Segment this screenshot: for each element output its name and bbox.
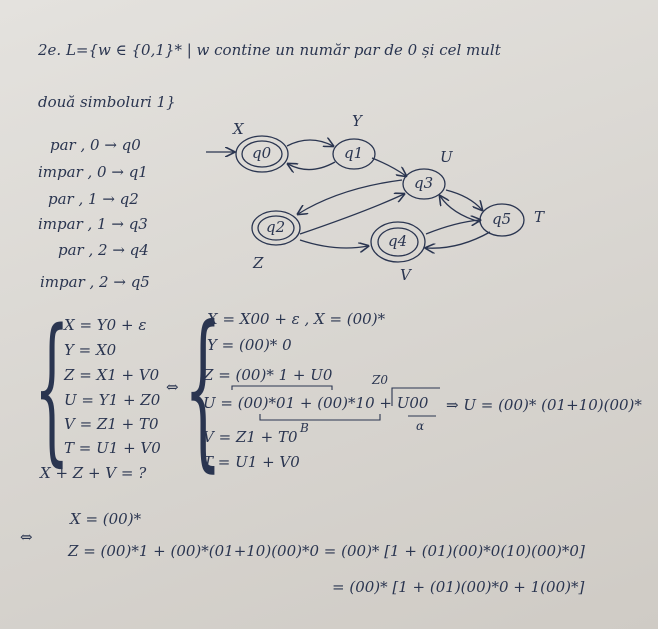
bottom-iff-arrow: ⇔ xyxy=(20,528,33,546)
right-eq-z: Z = (00)* 1 + U0 xyxy=(203,366,333,384)
transition-par-0: par , 0 → q0 xyxy=(50,136,141,154)
heading-line-2: două simboluri 1} xyxy=(38,93,176,111)
right-eq-z-note: Z0 xyxy=(372,373,388,387)
state-q0-label: q0 xyxy=(252,144,272,162)
right-eq-u-result: ⇒ U = (00)* (01+10)(00)* xyxy=(446,396,642,414)
var-x: X xyxy=(233,120,244,138)
state-q3-label: q3 xyxy=(414,174,434,192)
left-eq-v: V = Z1 + T0 xyxy=(64,415,159,433)
state-q1-label: q1 xyxy=(344,144,364,162)
state-q2-label: q2 xyxy=(266,218,286,236)
transition-impar-0: impar , 0 → q1 xyxy=(38,163,148,181)
left-question: X + Z + V = ? xyxy=(40,464,147,482)
bottom-eq-z: Z = (00)*1 + (00)*(01+10)(00)*0 = (00)* [1 + (01)(00)*0(10)(00)*0] xyxy=(68,542,585,560)
right-eq-u-alpha: α xyxy=(416,419,425,433)
var-v: V xyxy=(400,266,411,284)
iff-arrow: ⇔ xyxy=(166,378,179,396)
transition-par-1: par , 1 → q2 xyxy=(48,190,139,208)
right-eq-x: X = X00 + ε , X = (00)* xyxy=(207,310,386,328)
bottom-eq-z-simplified: = (00)* [1 + (01)(00)*0 + 1(00)*] xyxy=(332,578,585,596)
transition-impar-2: impar , 2 → q5 xyxy=(40,273,150,291)
var-t: T xyxy=(534,208,545,226)
right-eq-y: Y = (00)* 0 xyxy=(207,336,292,354)
left-eq-u: U = Y1 + Z0 xyxy=(64,391,161,409)
transition-par-2: par , 2 → q4 xyxy=(58,241,149,259)
right-eq-u: U = (00)*01 + (00)*10 + U00 xyxy=(203,394,429,412)
left-eq-x: X = Y0 + ε xyxy=(64,316,147,334)
left-eq-z: Z = X1 + V0 xyxy=(64,366,160,384)
var-u: U xyxy=(440,148,453,166)
state-q5-label: q5 xyxy=(492,210,512,228)
transition-impar-1: impar , 1 → q3 xyxy=(38,215,148,233)
var-z: Z xyxy=(253,254,264,272)
bottom-eq-x: X = (00)* xyxy=(70,510,142,528)
left-eq-t: T = U1 + V0 xyxy=(64,439,161,457)
state-q4-label: q4 xyxy=(388,232,408,250)
right-eq-v: V = Z1 + T0 xyxy=(203,428,298,446)
left-system-brace: { xyxy=(34,294,70,481)
var-y: Y xyxy=(352,112,362,130)
right-eq-u-beta: B xyxy=(300,421,309,435)
right-system-brace: { xyxy=(184,290,222,488)
left-eq-y: Y = X0 xyxy=(64,341,117,359)
right-eq-t: T = U1 + V0 xyxy=(203,453,300,471)
heading-line-1: 2e. L={w ∈ {0,1}* | w contine un număr par de 0 și cel mult xyxy=(38,41,501,59)
